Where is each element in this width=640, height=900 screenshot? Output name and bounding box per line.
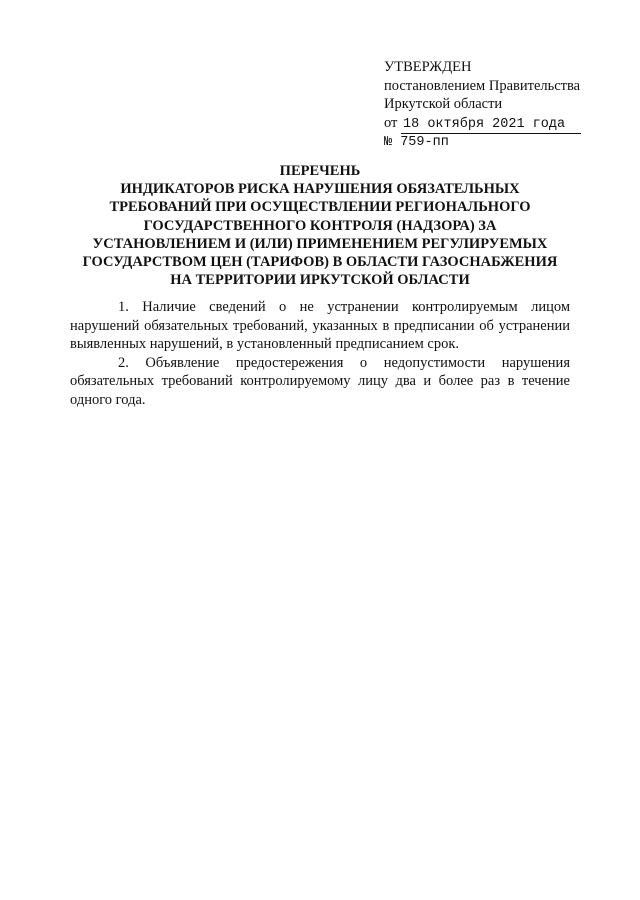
approval-authority-line1: постановлением Правительства [384, 77, 581, 94]
approval-heading: УТВЕРЖДЕН [384, 59, 472, 75]
list-item: 1. Наличие сведений о не устранении контролируемым лицом нарушений обязательных требований, указанных в предписании об устранении выявленных нарушений, в установленный предписанием срок. [70, 299, 570, 352]
approval-date-row [384, 114, 624, 134]
list-item: 2. Объявление предостережения о недопустимости нарушения обязательных требований контролируемому лицу два и более раз в течение одного года. [70, 354, 570, 408]
title-line: УСТАНОВЛЕНИЕМ И (ИЛИ) ПРИМЕНЕНИЕМ РЕГУЛИРУЕМЫХ [92, 235, 548, 252]
title-line: НА ТЕРРИТОРИИ ИРКУТСКОЙ ОБЛАСТИ [170, 272, 470, 289]
approval-date-value: 18 октября 2021 года [401, 117, 581, 134]
title-line: ГОСУДАРСТВОМ ЦЕН (ТАРИФОВ) В ОБЛАСТИ ГАЗОСНАБЖЕНИЯ [82, 254, 558, 271]
document-body [70, 298, 570, 409]
title-line: ГОСУДАРСТВЕННОГО КОНТРОЛЯ (НАДЗОРА) ЗА [143, 217, 497, 234]
title-line: ИНДИКАТОРОВ РИСКА НАРУШЕНИЯ ОБЯЗАТЕЛЬНЫХ [120, 181, 520, 198]
approval-number: № 759-пп [384, 134, 449, 150]
title-line: ТРЕБОВАНИЙ ПРИ ОСУЩЕСТВЛЕНИИ РЕГИОНАЛЬНОГО [109, 199, 531, 216]
approval-date-prefix: от [384, 114, 398, 131]
title-line: ПЕРЕЧЕНЬ [279, 163, 361, 179]
approval-authority-line2: Иркутской области [384, 96, 503, 112]
approval-stamp [384, 58, 624, 152]
document-title [70, 162, 570, 289]
